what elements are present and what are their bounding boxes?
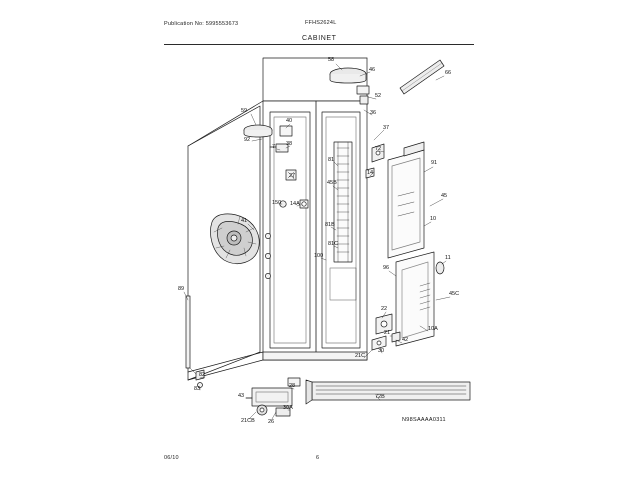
callout-81-lower: 81C xyxy=(328,241,339,247)
callout-81-mid: 81B xyxy=(325,222,335,228)
callout-89: 89 xyxy=(178,286,185,292)
diagram-code: N98SAAAA0311 xyxy=(402,417,446,423)
callout-45-upper: 45 xyxy=(441,193,448,199)
callout-21c: 21C xyxy=(355,353,366,359)
callout-7: 7 xyxy=(272,144,276,150)
callout-22: 22 xyxy=(381,306,388,312)
callout-43: 43 xyxy=(238,393,245,399)
publication-number: Publication No: 5995553673 xyxy=(164,21,239,27)
model-number: FFHS2624L xyxy=(305,20,337,26)
callout-27: 27 xyxy=(289,173,296,179)
callout-52: 52 xyxy=(375,93,382,99)
callout-10: 10 xyxy=(430,216,437,222)
footer-page-number: 6 xyxy=(316,455,320,461)
callout-30: 30 xyxy=(378,348,385,354)
callout-66: 66 xyxy=(445,70,452,76)
callout-14a: 14A xyxy=(290,201,300,207)
callout-91: 91 xyxy=(431,160,438,166)
callout-59: 59 xyxy=(241,108,248,114)
callout-92: 92 xyxy=(244,137,251,143)
callout-46: 46 xyxy=(369,67,376,73)
page-title: CABINET xyxy=(302,35,337,42)
callout-72-upper: 72 xyxy=(375,146,382,152)
callout-82: 82 xyxy=(199,372,206,378)
callout-100: 100 xyxy=(314,253,324,259)
callout-21: 21 xyxy=(384,330,391,336)
footer-date: 06/10 xyxy=(164,455,179,461)
callout-30a: 30A xyxy=(283,405,293,411)
callout-21c-lower: 21CB xyxy=(241,418,255,424)
callout-14: 14 xyxy=(367,170,374,176)
callout-11: 11 xyxy=(445,255,451,261)
callout-42: 42 xyxy=(402,337,409,343)
callout-45-lower: 45C xyxy=(449,291,460,297)
callout-37: 37 xyxy=(383,125,390,131)
callout-10a: 10A xyxy=(428,326,438,332)
callout-28-upper: 28 xyxy=(289,383,296,389)
callout-83: 83 xyxy=(194,386,201,392)
callout-96: 96 xyxy=(383,265,390,271)
callout-38: 38 xyxy=(286,141,293,147)
callout-72: 72B xyxy=(375,394,385,400)
callout-81: 81 xyxy=(328,157,335,163)
callout-26: 26 xyxy=(268,419,275,425)
callout-150: 150 xyxy=(272,200,282,206)
callout-45-mid: 45B xyxy=(327,180,337,186)
callout-41: 41 xyxy=(241,218,248,224)
callout-40: 40 xyxy=(286,118,293,124)
callout-58: 58 xyxy=(328,57,335,63)
callout-36: 36 xyxy=(370,110,377,116)
